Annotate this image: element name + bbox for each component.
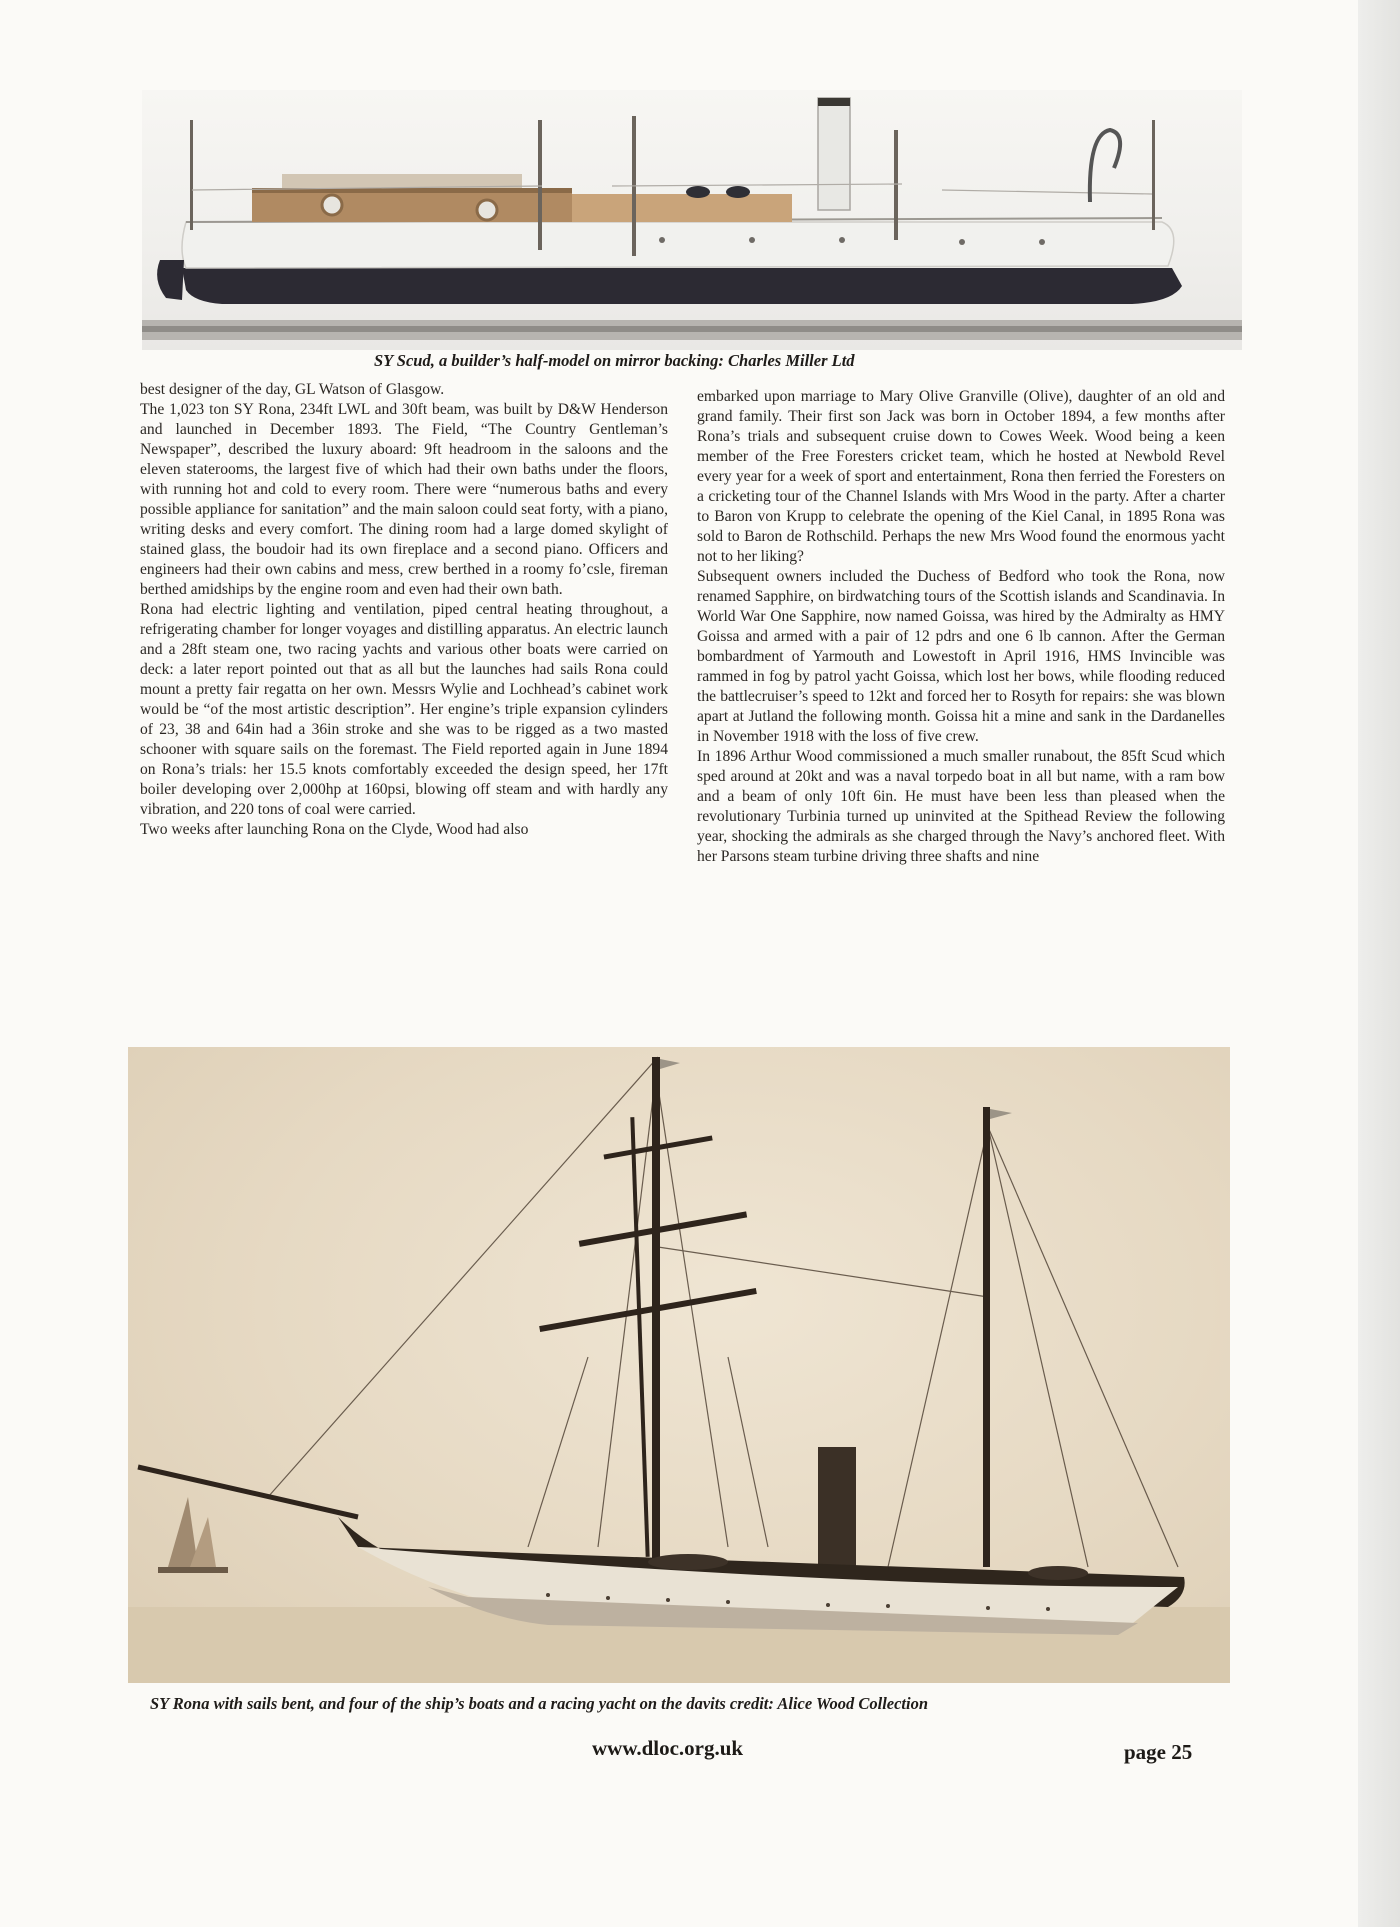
right-paragraph-2: Subsequent owners included the Duchess of Bedford who took the Rona, now renamed Sapphire, on birdwatching tours of the Scottish islands and Scandinavia. In World War One Sapphire, now named Goissa, was hired by the Admiralty as HMY Goissa and armed with a pair of 12 pdrs and one 6 lb cannon. After the German bombardment of Yarmouth and Lowestoft in April 1916, HMS Invincible was rammed in fog by patrol yacht Goissa, which lost her bows, while flooding reduced the battlecruiser’s speed to 12kt and forced her to Rosyth for repairs: she was blown apart at Jutland the following month. Goissa hit a mine and sank in the Dardanelles in November 1918 with the loss of five crew. <box>697 568 1225 745</box>
article-column-left <box>140 380 668 840</box>
right-paragraph-3: In 1896 Arthur Wood commissioned a much smaller runabout, the 85ft Scud which sped around at 20kt and was a naval torpedo boat in all but name, with a ram bow and a beam of only 10ft 6in. He must have been less than pleased when the revolutionary Turbinia turned up uninvited at the Spithead Review the following year, shocking the admirals as she charged through the Navy’s anchored fleet. With her Parsons steam turbine driving three shafts and nine <box>697 748 1225 865</box>
scan-margin <box>1358 0 1400 1927</box>
article-column-right <box>697 387 1225 867</box>
right-paragraph-1: embarked upon marriage to Mary Olive Granville (Olive), daughter of an old and grand family. Their first son Jack was born in October 1894, a few months after Rona’s trials and subsequent cruise down to Cowes Week. Wood being a keen member of the Free Foresters cricket team, which he hosted at Newbold Revel every year for a week of sport and entertainment, Rona then ferried the Foresters on a cricketing tour of the Channel Islands with Mrs Wood in the party. After a charter to Baron von Krupp to celebrate the opening of the Kiel Canal, in 1895 Rona was sold to Baron de Rothschild. Perhaps the new Mrs Wood found the enormous yacht not to her liking? <box>697 388 1225 565</box>
footer-website-url: www.dloc.org.uk <box>592 1736 744 1760</box>
left-paragraph-1: best designer of the day, GL Watson of Glasgow. <box>140 381 445 398</box>
half-model-illustration <box>142 90 1242 350</box>
bottom-figure-caption: SY Rona with sails bent, and four of the ship’s boats and a racing yacht on the davits credit: Alice Wood Collection <box>150 1694 929 1713</box>
sy-rona-photograph <box>128 1047 1230 1683</box>
top-figure-caption: SY Scud, a builder’s half-model on mirror backing: Charles Miller Ltd <box>374 351 855 370</box>
half-model-image <box>142 90 1242 350</box>
steam-yacht-illustration <box>128 1047 1230 1683</box>
left-paragraph-3: Rona had electric lighting and ventilation, piped central heating throughout, a refrigerating chamber for longer voyages and distilling apparatus. An electric launch and a 28ft steam one, two racing yachts and various other boats were carried on deck: a later report pointed out that as all but the launches had sails Rona could mount a pretty fair regatta on her own. Messrs Wylie and Lochhead’s cabinet work would be “of the most artistic description”. Her engine’s triple expansion cylinders of 23, 38 and 64in had a 36in stroke and she was to be rigged as a two masted schooner with square sails on the foremast. The Field reported again in June 1894 on Rona’s trials: her 15.5 knots comfortably exceeded the design speed, her 17ft boiler developing over 2,000hp at 160psi, blowing off steam and with hardly any vibration, and 220 tons of coal were carried. <box>140 601 668 818</box>
left-paragraph-2: The 1,023 ton SY Rona, 234ft LWL and 30ft beam, was built by D&W Henderson and launched in December 1893. The Field, “The Country Gentleman’s Newspaper”, described the luxury aboard: 9ft headroom in the saloons and the eleven staterooms, the largest five of which had their own baths under the floors, with running hot and cold to every room. There were “numerous baths and every possible appliance for sanitation” and the main saloon could seat forty, with a piano, writing desks and every comfort. The dining room had a large domed skylight of stained glass, the boudoir had its own fireplace and a second piano. Officers and engineers had their own cabins and mess, crew berthed in a roomy fo’csle, fireman berthed amidships by the engine room and even had their own bath. <box>140 401 668 598</box>
left-paragraph-4: Two weeks after launching Rona on the Clyde, Wood had also <box>140 821 529 838</box>
page-number: page 25 <box>1124 1740 1193 1764</box>
